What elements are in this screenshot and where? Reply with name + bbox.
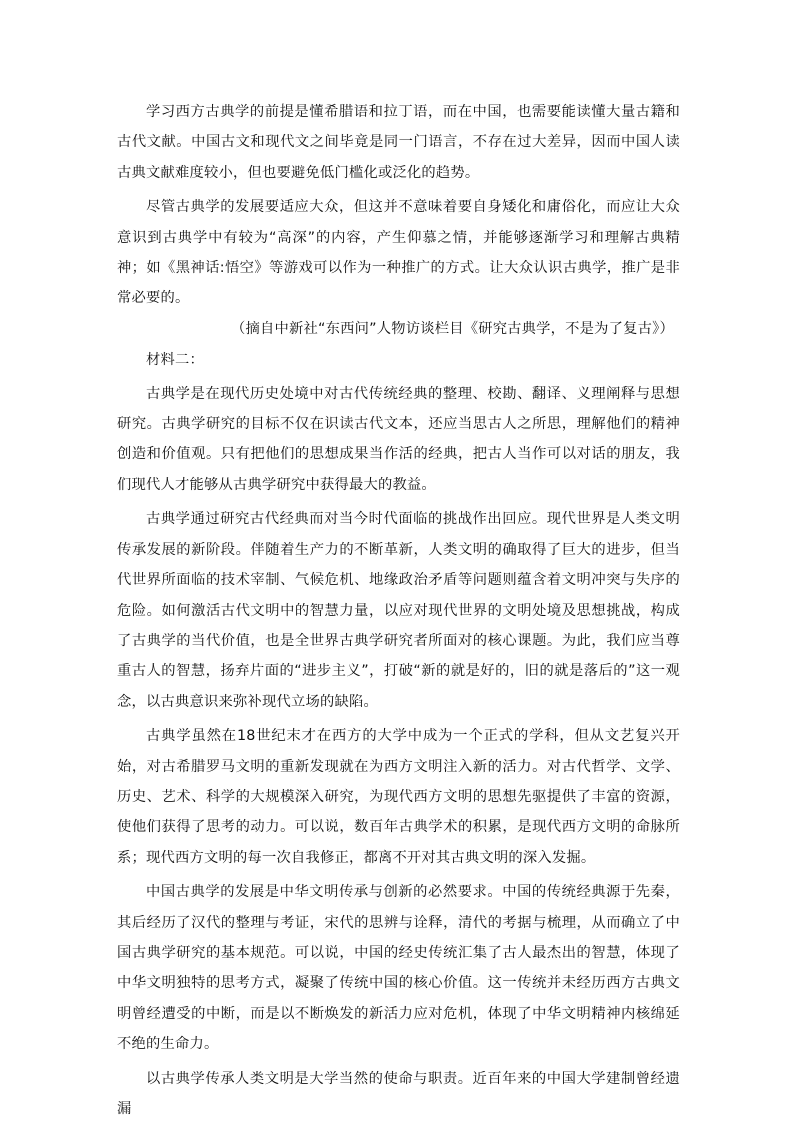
body-paragraph: 古典学通过研究古代经典而对当今时代面临的挑战作出回应。现代世界是人类文明传承发展的新阶段。伴随着生产力的不断革新，人类文明的确取得了巨大的进步，但当代世界所面临的技术宰制、气候危机、地缘政治矛盾等问题则蕴含着文明冲突与失序的危险。如何激活古代文明中的智慧力量，以应对现代世界的文明处境及思想挑战，构成了古典学的当代价值，也是全世界古典学研究者所面对的核心课题。为此，我们应当尊重古人的智慧，扬弃片面的“进步主义”，打破“新的就是好的，旧的就是落后的”这一观念，以古典意识来弥补现代立场的缺陷。: [117, 511, 680, 710]
body-paragraph: 中国古典学的发展是中华文明传承与创新的必然要求。中国的传统经典源于先秦，其后经历了汉代的整理与考证，宋代的思辨与诠释，清代的考据与梳理，从而确立了中国古典学研究的基本规范。可以说，中国的经史传统汇集了古人最杰出的智慧，体现了中华文明独特的思考方式，凝聚了传统中国的核心价值。这一传统并未经历西方古典文明曾经遭受的中断，而是以不断焕发的新活力应对危机，体现了中华文明精神内核绵延不绝的生命力。: [117, 884, 680, 1053]
document-body: [117, 97, 680, 1124]
body-paragraph: 尽管古典学的发展要适应大众，但这并不意味着要自身矮化和庸俗化，而应让大众意识到古典学中有较为“高深”的内容，产生仰慕之情，并能够逐渐学习和理解古典精神；如《黑神话:悟空》等游戏可以作为一种推广的方式。让大众认识古典学，推广是非常必要的。: [117, 199, 680, 307]
source-citation: （摘自中新社“东西问”人物访谈栏目《研究古典学，不是为了复古》）: [231, 320, 674, 337]
body-paragraph: 古典学是在现代历史处境中对古代传统经典的整理、校勘、翻译、义理阐释与思想研究。古典学研究的目标不仅在识读古代文本，还应当思古人之所思，理解他们的精神创造和价值观。只有把他们的思想成果当作活的经典，把古人当作可以对话的朋友，我们现代人才能够从古典学研究中获得最大的教益。: [117, 385, 680, 493]
body-paragraph: 以古典学传承人类文明是大学当然的使命与职责。近百年来的中国大学建制曾经遗漏: [117, 1070, 680, 1117]
section-heading: 材料二：: [146, 352, 204, 369]
body-paragraph: 学习西方古典学的前提是懂希腊语和拉丁语，而在中国，也需要能读懂大量古籍和古代文献。中国古文和现代文之间毕竟是同一门语言，不存在过大差异，因而中国人读古典文献难度较小，但也要避免低门槛化或泛化的趋势。: [117, 104, 680, 181]
body-paragraph: 古典学虽然在18世纪末才在西方的大学中成为一个正式的学科，但从文艺复兴开始，对古希腊罗马文明的重新发现就在为西方文明注入新的活力。对古代哲学、文学、历史、艺术、科学的大规模深入研究，为现代西方文明的思想先驱提供了丰富的资源，使他们获得了思考的动力。可以说，数百年古典学术的积累，是现代西方文明的命脉所系；现代西方文明的每一次自我修正，都离不开对其古典文明的深入发掘。: [117, 728, 680, 866]
